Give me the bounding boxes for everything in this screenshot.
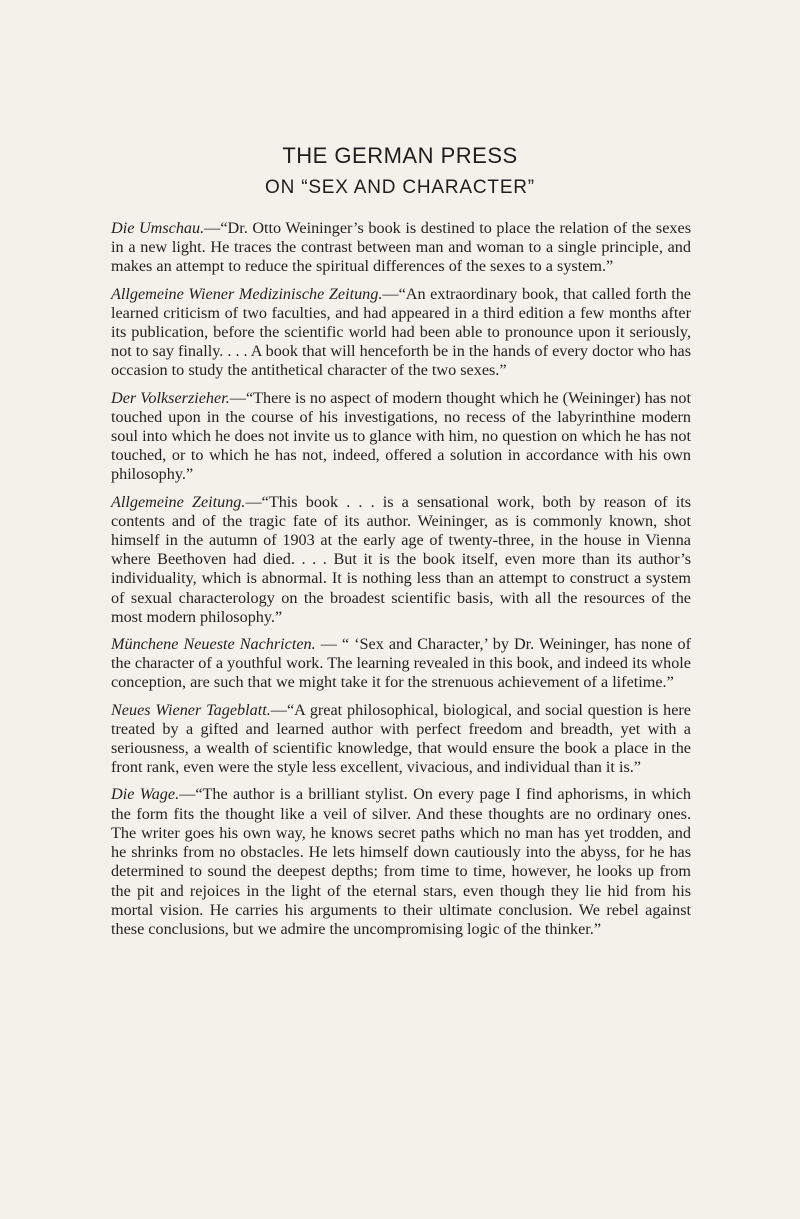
review-quote: —“There is no aspect of modern thought which he (Weininger) has not touched upon in the course of his investigations, no recess of the labyrinthine modern soul into which he does not invite us to glance with him, no question on which he has not touched, or to which he has not, indeed, offered a solution in accordance with his own philosophy.”	[111, 388, 691, 484]
review-quote: —“This book . . . is a sensational work, both by reason of its contents and of the tragic fate of its author. Weininger, as is commonly known, shot himself in the autumn of 1903 at the early age of twenty-three, in the house in Vienna where Beethoven had died. . . . But it is the book itself, even more than its author’s individuality, which is abnormal. It is nothing less than an attempt to construct a system of sexual characterology on the broadest scientific basis, with all the resources of the most modern philosophy.”	[111, 492, 691, 626]
review-source: Der Volkserzieher.	[111, 388, 230, 407]
page-subtitle: ON “SEX AND CHARACTER”	[265, 177, 535, 198]
review-source: Allgemeine Wiener Medizinische Zeitung.	[111, 284, 383, 303]
review-entry	[111, 701, 691, 778]
review-entry	[111, 635, 691, 693]
review-list	[111, 219, 691, 947]
review-quote: —“An extraordinary book, that called forth the learned criticism of two faculties, and had appeared in a third edition a few months after its publication, before the scientific world had been able to pronounce upon it seriously, not to say finally. . . . A book that will henceforth be in the hands of every doctor who has occasion to study the antithetical character of the two sexes.”	[111, 284, 691, 380]
review-entry	[111, 493, 691, 627]
page-title: THE GERMAN PRESS	[282, 143, 518, 168]
review-quote: — “ ‘Sex and Character,’ by Dr. Weininger, has none of the character of a youthful work. The learning revealed in this book, and indeed its whole conception, are such that we might take it for the strenuous achievement of a lifetime.”	[111, 635, 691, 692]
review-entry	[111, 785, 691, 939]
review-source: Die Umschau.	[111, 219, 205, 237]
review-source: Neues Wiener Tageblatt.	[111, 700, 271, 719]
review-entry	[111, 219, 691, 277]
review-entry	[111, 389, 691, 485]
review-quote: —“A great philosophical, biological, and social question is here treated by a gifted and learned author with perfect freedom and breadth, yet with a seriousness, a wealth of scientific knowledge, that would ensure the book a place in the front rank, even were the style less excellent, vivacious, and individual than it is.”	[111, 700, 691, 777]
review-entry	[111, 285, 691, 381]
review-source: Allgemeine Zeitung.	[111, 492, 246, 511]
review-quote: —“Dr. Otto Weininger’s book is destined to place the relation of the sexes in a new light. He traces the contrast between man and woman to a single principle, and makes an attempt to reduce the spiritual differences of the sexes to a system.”	[111, 219, 691, 276]
review-source: Die Wage.	[111, 785, 180, 804]
review-source: Münchene Neueste Nachricten.	[111, 635, 316, 654]
review-quote: —“The author is a brilliant stylist. On every page I find aphorisms, in which the form fits the thought like a veil of silver. And these thoughts are no ordinary ones. The writer goes his own way, he knows secret paths which no man has yet trodden, and he shrinks from no obstacles. He lets himself down cautiously into the abyss, for he has determined to sound the deepest depths; from time to time, however, he looks up from the pit and rejoices in the light of the eternal stars, even though they lie hid from his mortal vision. He carries his arguments to their ultimate conclusion. We rebel against these conclusions, but we admire the uncompromising logic of the thinker.”	[111, 785, 691, 938]
